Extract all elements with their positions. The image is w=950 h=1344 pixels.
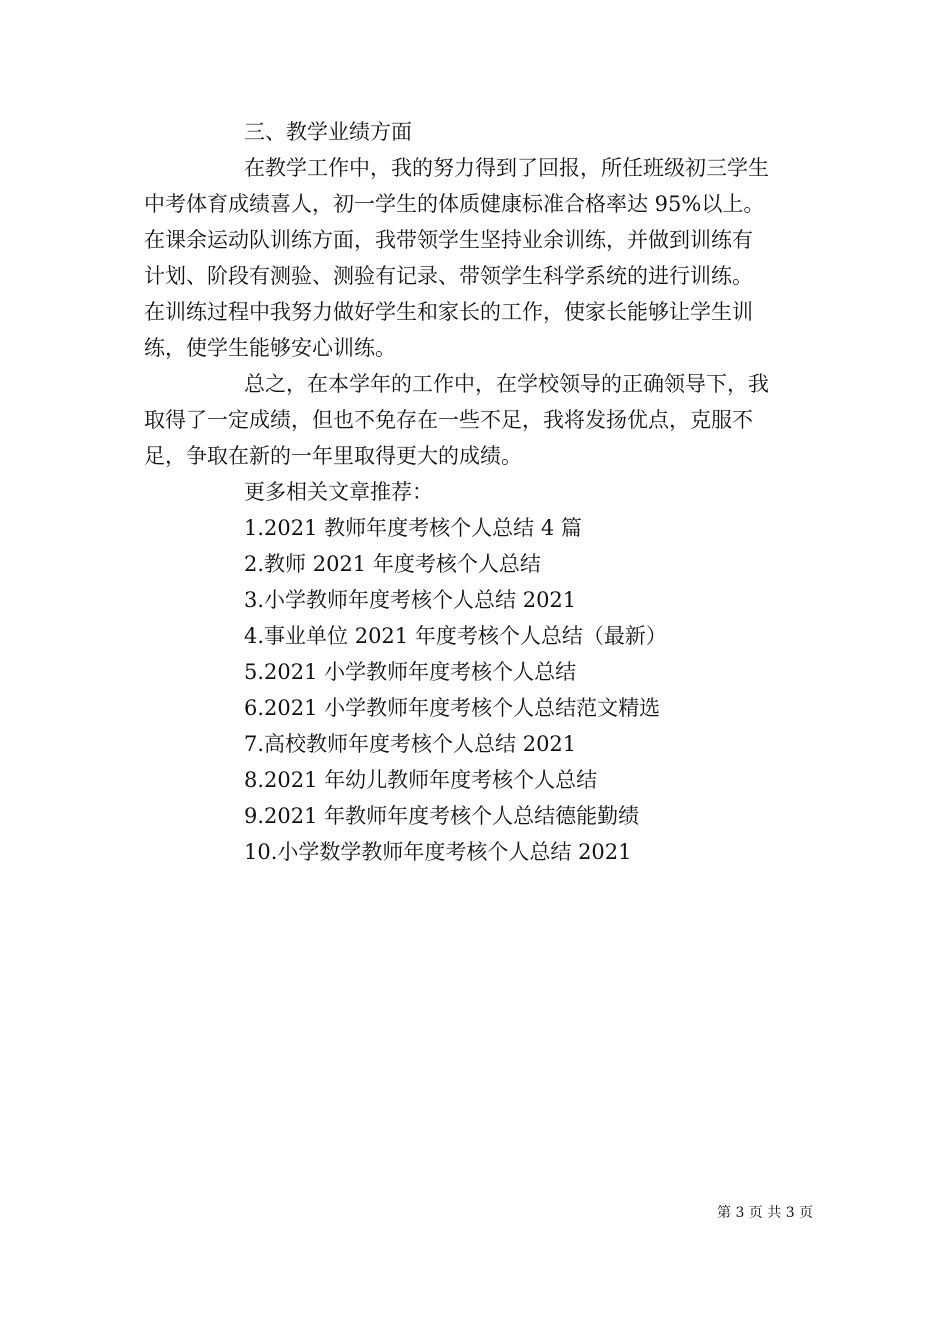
paragraph-line: 在教学工作中，我的努力得到了回报，所任班级初三学生 — [244, 156, 769, 180]
recommendation-link[interactable]: 4.事业单位 2021 年度考核个人总结（最新） — [244, 624, 667, 648]
paragraph-line: 在训练过程中我努力做好学生和家长的工作，使家长能够让学生训 — [144, 300, 753, 324]
recommendation-link[interactable]: 10.小学数学教师年度考核个人总结 2021 — [244, 840, 632, 864]
paragraph-conclusion — [144, 366, 806, 474]
paragraph-line: 在课余运动队训练方面，我带领学生坚持业余训练，并做到训练有 — [144, 228, 753, 252]
recommendation-list — [144, 510, 806, 870]
recommendation-link[interactable]: 3.小学教师年度考核个人总结 2021 — [244, 588, 577, 612]
document-body — [144, 114, 806, 870]
paragraph-line: 练，使学生能够安心训练。 — [144, 336, 396, 360]
section-heading: 三、教学业绩方面 — [244, 120, 412, 144]
page-number-footer: 第 3 页 共 3 页 — [717, 1205, 814, 1221]
recommendation-link[interactable]: 5.2021 小学教师年度考核个人总结 — [244, 660, 577, 684]
paragraph-line: 取得了一定成绩，但也不免存在一些不足，我将发扬优点，克服不 — [144, 408, 753, 432]
recommend-heading: 更多相关文章推荐： — [244, 480, 433, 504]
recommendation-link[interactable]: 1.2021 教师年度考核个人总结 4 篇 — [244, 516, 582, 540]
recommendation-link[interactable]: 2.教师 2021 年度考核个人总结 — [244, 552, 541, 576]
paragraph-achievements — [144, 150, 806, 366]
paragraph-line: 中考体育成绩喜人，初一学生的体质健康标准合格率达 95%以上。 — [144, 192, 765, 216]
recommendation-link[interactable]: 6.2021 小学教师年度考核个人总结范文精选 — [244, 696, 661, 720]
recommendation-link[interactable]: 8.2021 年幼儿教师年度考核个人总结 — [244, 768, 598, 792]
recommendation-link[interactable]: 7.高校教师年度考核个人总结 2021 — [244, 732, 577, 756]
paragraph-line: 足，争取在新的一年里取得更大的成绩。 — [144, 444, 522, 468]
recommendation-link[interactable]: 9.2021 年教师年度考核个人总结德能勤绩 — [244, 804, 640, 828]
paragraph-line: 计划、阶段有测验、测验有记录、带领学生科学系统的进行训练。 — [144, 264, 753, 288]
paragraph-line: 总之，在本学年的工作中，在学校领导的正确领导下，我 — [244, 372, 769, 396]
